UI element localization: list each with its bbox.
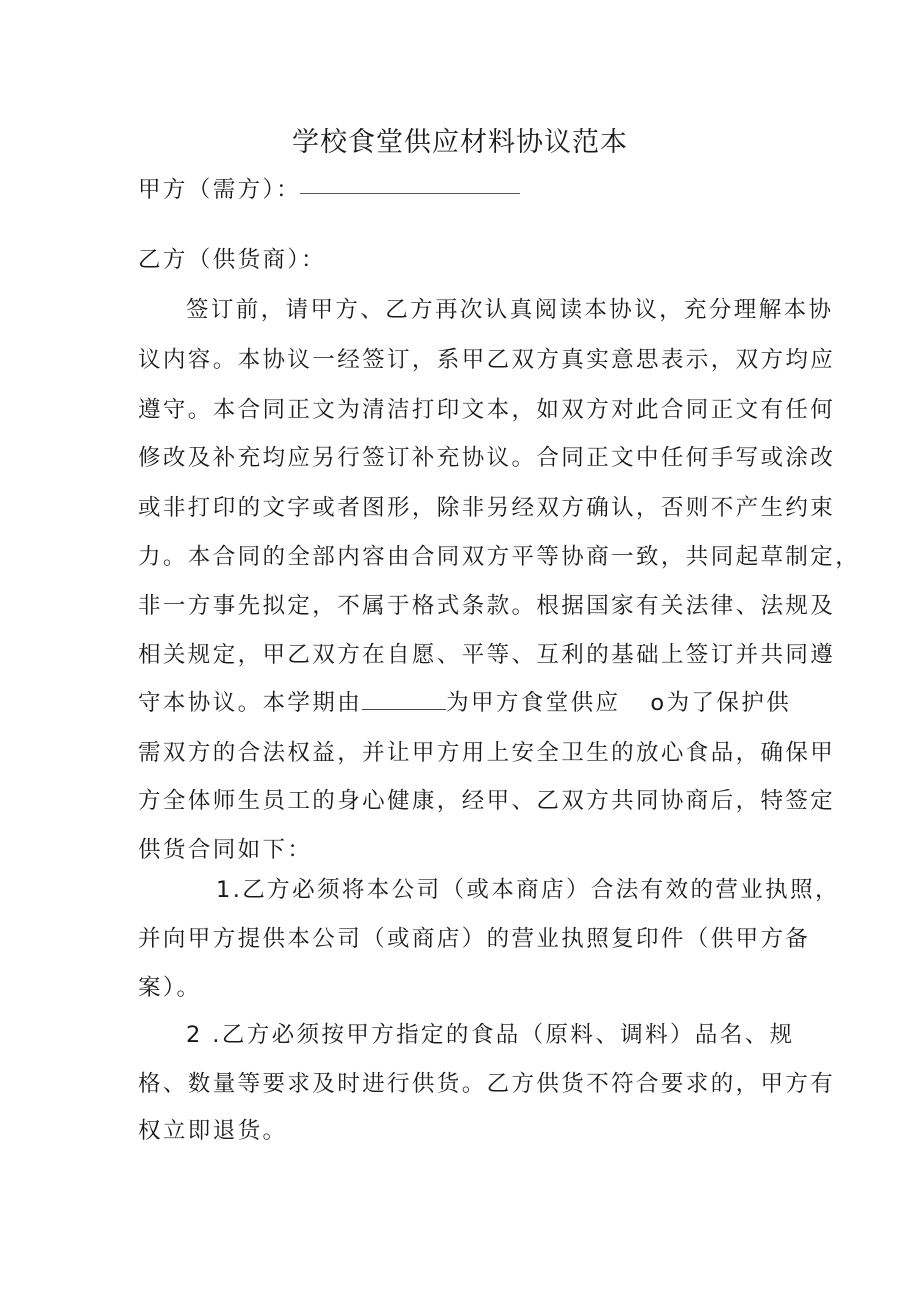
party-a-label: 甲方（需方）：: [138, 177, 302, 203]
clause-2-line: 2 .乙方必须按甲方指定的食品（原料、调料）品名、规: [186, 1022, 795, 1048]
party-a-blank-line: [300, 193, 520, 194]
clause-1-line: 1.乙方必须将本公司（或本商店）合法有效的营业执照，: [216, 877, 840, 903]
intro-line: 非一方事先拟定，不属于格式条款。根据国家有关法律、法规及: [138, 593, 836, 619]
clause-2-line: 格、数量等要求及时进行供货。乙方供货不符合要求的，甲方有: [138, 1071, 836, 1097]
intro-line: 或非打印的文字或者图形，除非另经双方确认，否则不产生约束: [138, 495, 836, 521]
intro-line-part: 守本协议。本学期由: [138, 690, 363, 716]
clause-1-line: 案）。: [138, 975, 202, 1001]
clause-1-line: 并向甲方提供本公司（或商店）的营业执照复印件（供甲方备: [138, 926, 811, 952]
supplier-blank-line: [362, 708, 446, 710]
intro-line: 需双方的合法权益，并让甲方用上安全卫生的放心食品，确保甲: [138, 740, 836, 766]
intro-line: 签订前，请甲方、乙方再次认真阅读本协议，充分理解本协: [186, 297, 834, 323]
intro-line: 方全体师生员工的身心健康，经甲、乙双方共同协商后，特签定: [138, 788, 836, 814]
intro-line-with-blank: [138, 685, 791, 717]
intro-line-part: 为甲方食堂供应: [446, 690, 621, 716]
party-b-label: 乙方（供货商）：: [138, 247, 326, 273]
intro-line: 遵守。本合同正文为清洁打印文本，如双方对此合同正文有任何: [138, 397, 836, 423]
intro-line-part: o为了保护供: [650, 690, 792, 716]
document-title: 学校食堂供应材料协议范本: [292, 127, 628, 158]
intro-line: 议内容。本协议一经签订，系甲乙双方真实意思表示，双方均应: [138, 347, 836, 373]
clause-2-line: 权立即退货。: [138, 1118, 288, 1144]
intro-line: 力。本合同的全部内容由合同双方平等协商一致，共同起草制定，: [138, 544, 861, 570]
intro-line: 供货合同如下：: [138, 837, 313, 863]
intro-line: 修改及补充均应另行签订补充协议。合同正文中任何手写或涂改: [138, 445, 836, 471]
intro-line: 相关规定，甲乙双方在自愿、平等、互利的基础上签订并共同遵: [138, 642, 836, 668]
